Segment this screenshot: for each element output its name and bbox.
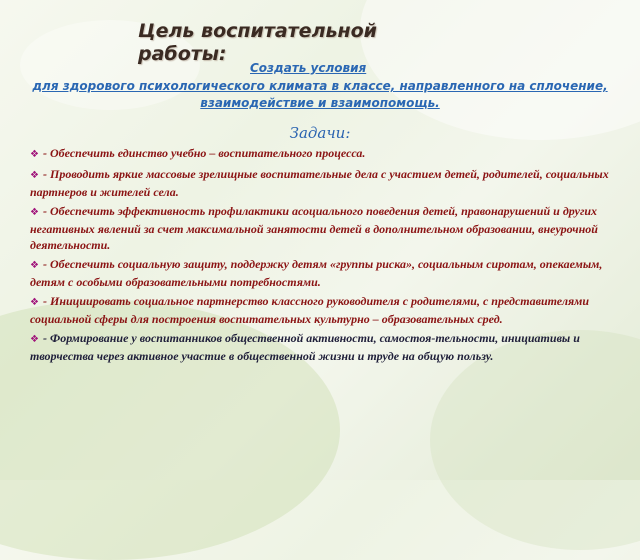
diamond-bullet-icon: ❖: [30, 260, 39, 271]
task-item: [30, 256, 618, 290]
task-item: [30, 330, 618, 364]
task-item: [30, 166, 618, 200]
diamond-bullet-icon: ❖: [30, 207, 39, 218]
diamond-bullet-icon: ❖: [30, 149, 39, 160]
slide-title: Цель воспитательной работы:: [138, 20, 377, 65]
task-item: [30, 293, 618, 327]
task-text: - Обеспечить эффективность профилактики асоциального поведения детей, правонарушений и других негативных явлений за счет максимальной занятости детей в дополнительном образовании, внеурочной деятельности.: [30, 204, 598, 252]
diamond-bullet-icon: ❖: [30, 297, 39, 308]
task-text: - Инициировать социальное партнерство классного руководителя с родителями, с представителями социальной сферы для построения воспитательных культурно – образовательных сред.: [30, 294, 590, 326]
task-item: [30, 203, 618, 253]
tasks-list: [30, 145, 618, 367]
goal-text: для здорового психологического климата в классе, направленного на сплочение, взаимодействие и взаимопомощь.: [32, 79, 608, 110]
task-text: - Обеспечить единство учебно – воспитательного процесса.: [43, 146, 366, 160]
tasks-heading: Задачи:: [289, 124, 351, 142]
task-item: [30, 145, 618, 163]
diamond-bullet-icon: ❖: [30, 170, 39, 181]
task-text: - Обеспечить социальную защиту, поддержку детям «группы риска», социальным сиротам, опекаемым, детям с особыми образовательными потребностями.: [30, 257, 603, 289]
task-text: - Формирование у воспитанников общественной активности, самостоя-тельности, инициативы и творчества через активное участие в общественной жизни и труде на общую пользу.: [30, 331, 580, 363]
task-text: - Проводить яркие массовые зрелищные воспитательные дела с участием детей, родителей, социальных партнеров и жителей села.: [30, 167, 609, 199]
diamond-bullet-icon: ❖: [30, 334, 39, 345]
goal-heading: Создать условия: [250, 61, 367, 75]
